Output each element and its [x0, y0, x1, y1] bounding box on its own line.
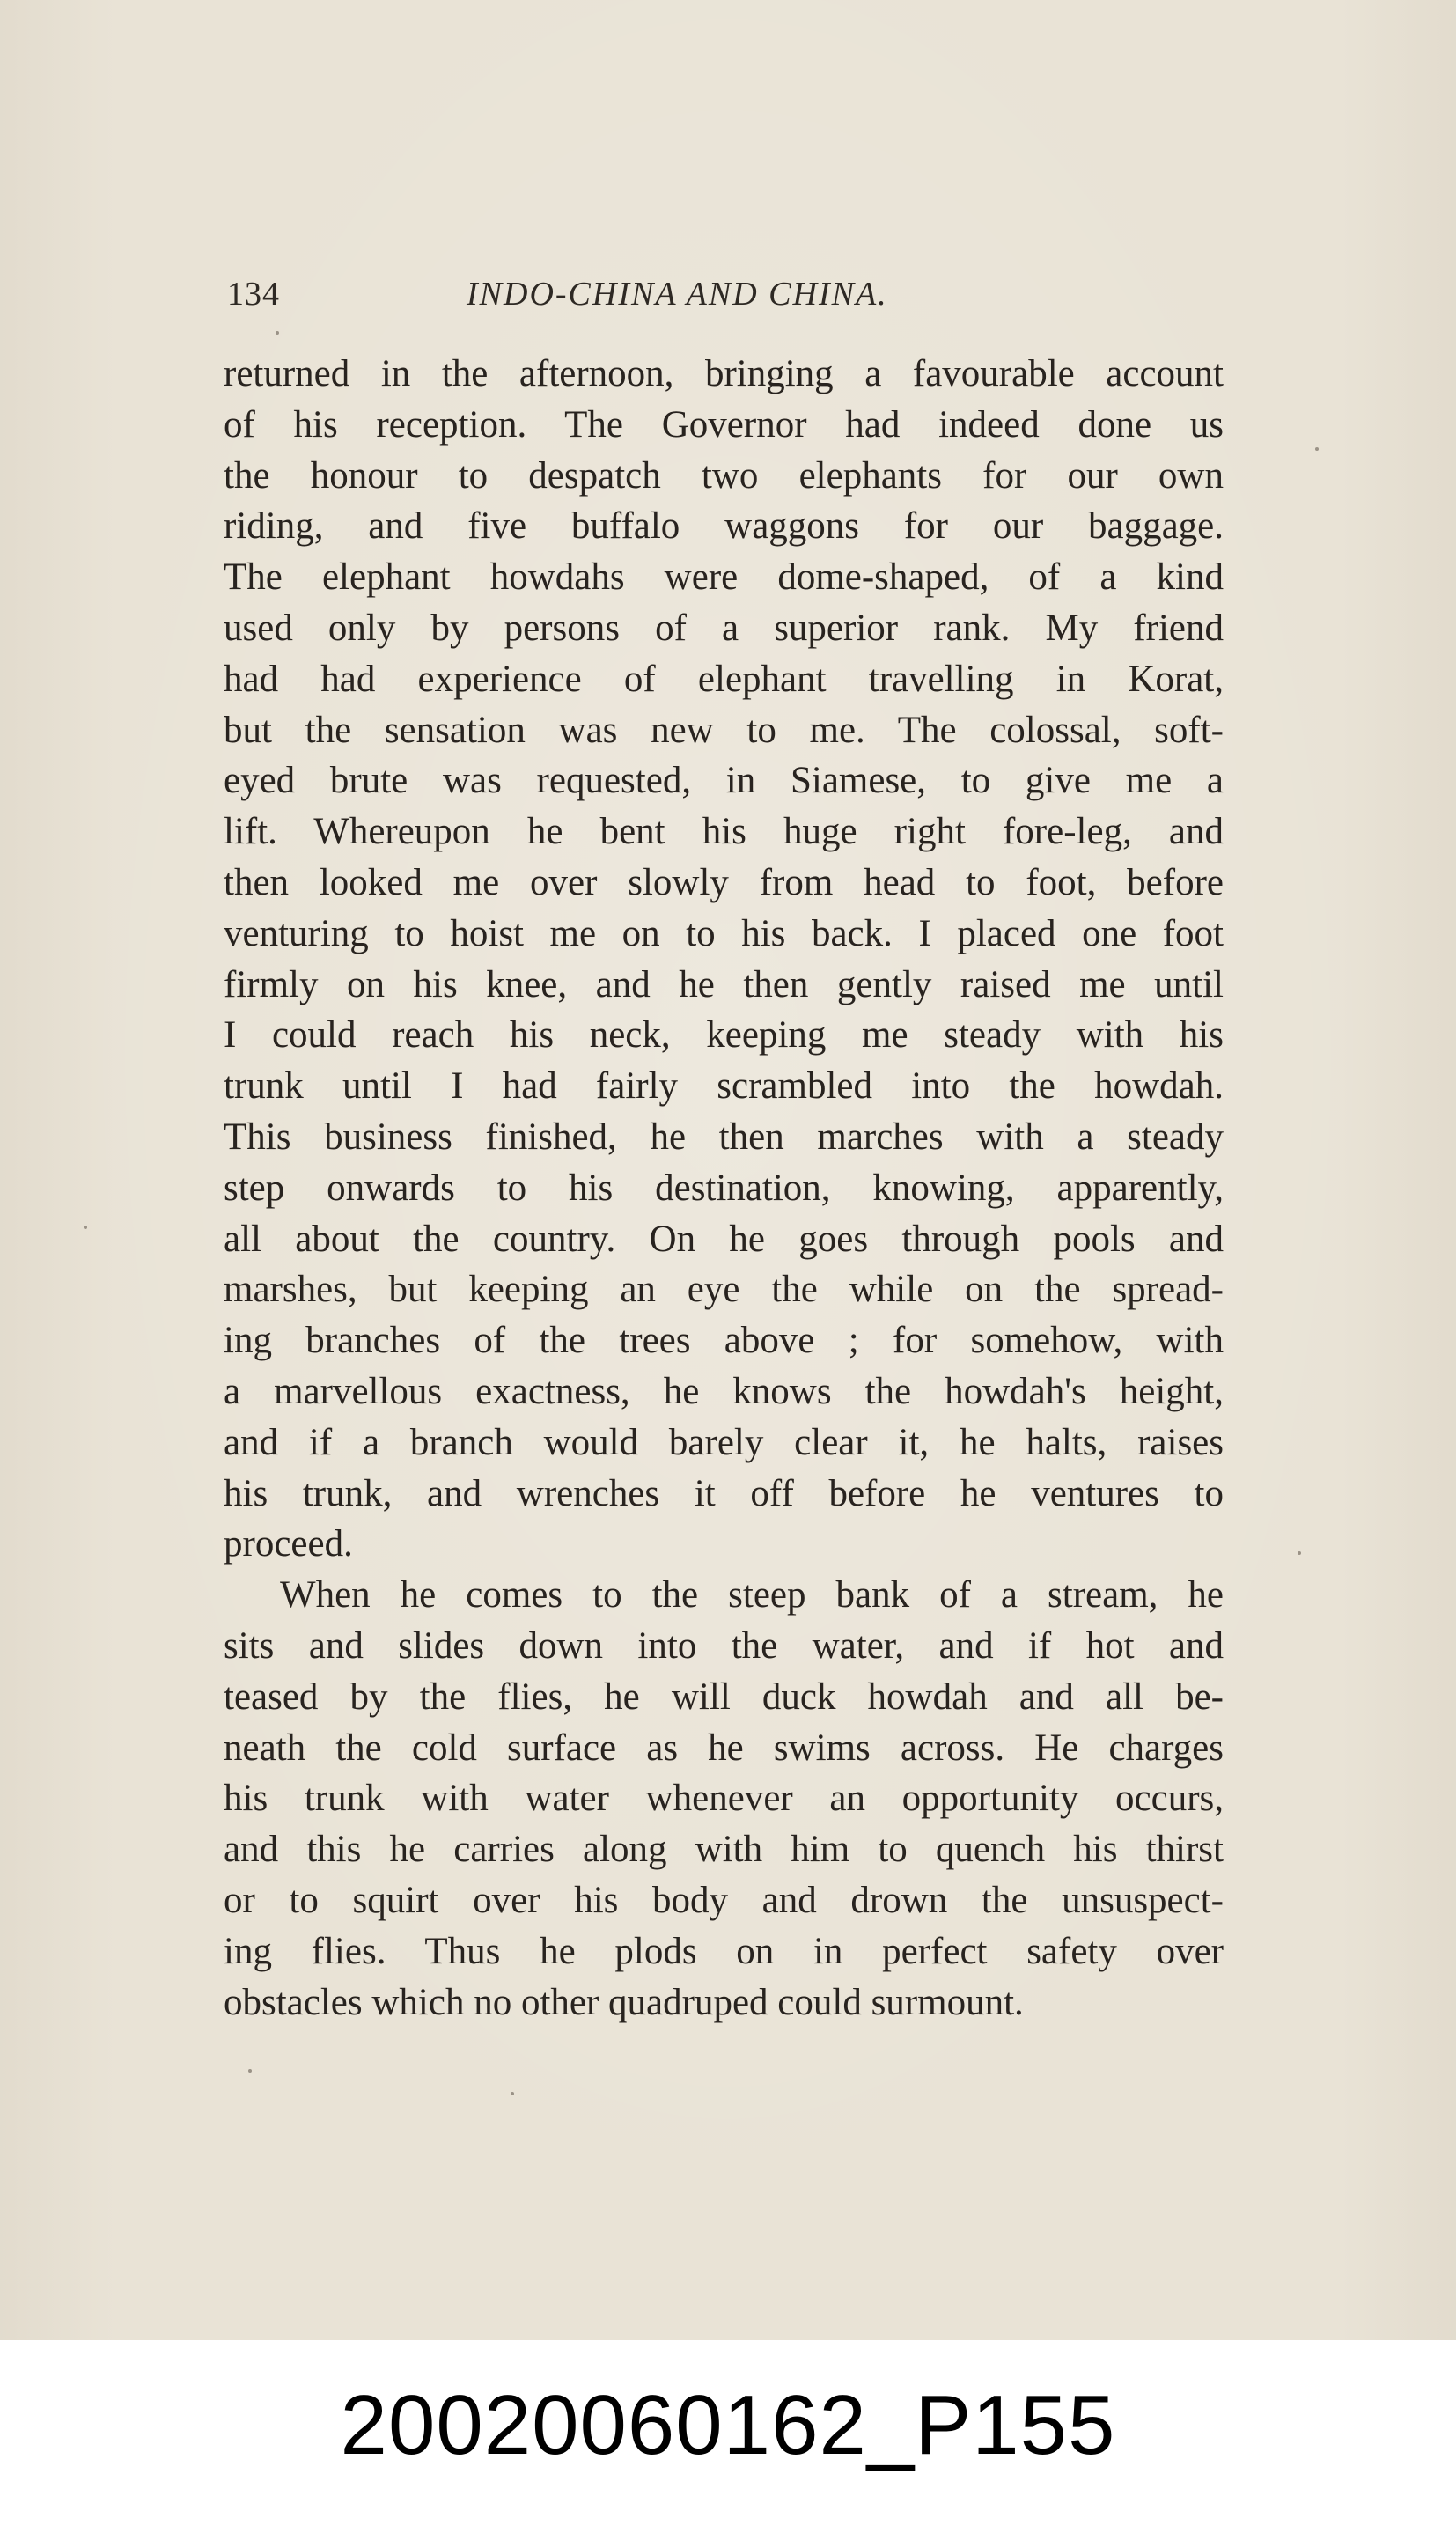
text-line: ing flies. Thus he plods on in perfect safety over	[224, 1930, 1224, 1972]
text-line: teased by the flies, he will duck howdah and all be-	[224, 1675, 1224, 1718]
ink-speck	[84, 1226, 87, 1229]
text-line: proceed.	[224, 1523, 353, 1565]
running-head	[227, 271, 1222, 320]
text-line: the honour to despatch two elephants for our own	[224, 454, 1224, 497]
text-line: returned in the afternoon, bringing a favourable account	[224, 353, 1224, 394]
running-title: INDO-CHINA AND CHINA.	[467, 276, 888, 313]
page-number: 134	[227, 276, 280, 313]
ink-speck	[511, 2092, 514, 2095]
text-line: The elephant howdahs were dome-shaped, of a kind	[224, 556, 1224, 599]
text-line: firmly on his knee, and he then gently raised me until	[224, 963, 1224, 1005]
ink-speck	[248, 2069, 252, 2073]
text-line: ing branches of the trees above ; for somehow, with	[224, 1320, 1224, 1362]
text-line: When he comes to the steep bank of a stream, he	[280, 1574, 1224, 1616]
text-line: used only by persons of a superior rank. My friend	[224, 607, 1224, 649]
text-line: trunk until I had fairly scrambled into the howdah.	[224, 1065, 1224, 1108]
text-line: I could reach his neck, keeping me steady with his	[224, 1014, 1224, 1057]
paragraph	[224, 349, 1224, 1570]
text-line: eyed brute was requested, in Siamese, to give me a	[224, 760, 1224, 802]
ink-speck	[1298, 1551, 1301, 1555]
text-line: marshes, but keeping an eye the while on the spread-	[224, 1269, 1224, 1311]
text-line: then looked me over slowly from head to foot, before	[224, 861, 1224, 903]
ink-speck	[276, 331, 279, 335]
text-line: neath the cold surface as he swims across. He charges	[224, 1727, 1224, 1769]
ink-speck	[1315, 447, 1319, 451]
text-line: venturing to hoist me on to his back. I placed one foot	[224, 912, 1224, 954]
paragraph	[224, 1570, 1224, 2028]
text-line: a marvellous exactness, he knows the howdah's height,	[224, 1370, 1224, 1412]
text-line: and this he carries along with him to quench his thirst	[224, 1829, 1224, 1871]
text-line: had had experience of elephant travelling in Korat,	[224, 658, 1224, 700]
text-line: his trunk with water whenever an opportunity occurs,	[224, 1778, 1224, 1820]
text-line: his trunk, and wrenches it off before he ventures to	[224, 1472, 1224, 1514]
text-line: or to squirt over his body and drown the unsuspect-	[224, 1879, 1224, 1921]
text-line: but the sensation was new to me. The colossal, soft-	[224, 709, 1224, 751]
text-line: This business finished, he then marches with a steady	[224, 1116, 1224, 1158]
text-line: sits and slides down into the water, and if hot and	[224, 1624, 1224, 1667]
scan-identifier: 20020060162_P155	[340, 2378, 1116, 2472]
text-line: lift. Whereupon he bent his huge right fore-leg, and	[224, 811, 1224, 853]
text-line: riding, and five buffalo waggons for our baggage.	[224, 505, 1224, 548]
text-line: obstacles which no other quadruped could surmount.	[224, 1981, 1024, 2023]
text-line: and if a branch would barely clear it, he halts, raises	[224, 1421, 1224, 1463]
text-line: all about the country. On he goes through pools and	[224, 1218, 1224, 1260]
text-line: step onwards to his destination, knowing, apparently,	[224, 1167, 1224, 1209]
body-text	[224, 349, 1224, 2028]
text-line: of his reception. The Governor had indeed done us	[224, 403, 1224, 446]
